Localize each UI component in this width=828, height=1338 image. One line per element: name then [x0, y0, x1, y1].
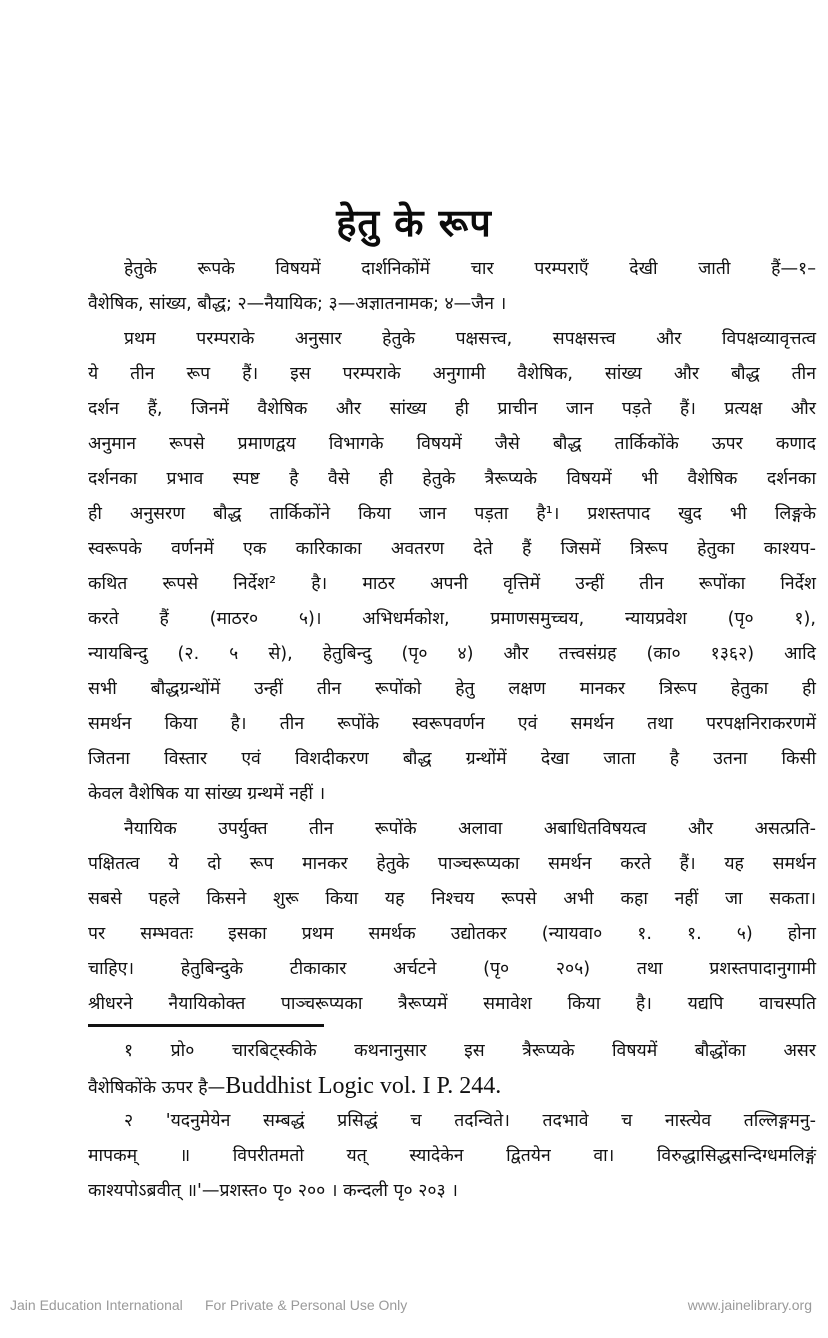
paragraph-2-line-3: दर्शन हैं, जिनमें वैशेषिक और सांख्य ही प्राचीन जान पड़ते हैं। प्रत्यक्ष और [88, 399, 816, 419]
paragraph-3-line-4: पर सम्भवतः इसका प्रथम समर्थक उद्योतकर (न्यायवा० १. १. ५) होना [88, 924, 816, 944]
page-footer [0, 1297, 828, 1317]
footer-website-link[interactable]: www.jainelibrary.org [687, 1297, 812, 1313]
paragraph-2-line-10: न्यायबिन्दु (२. ५ से), हेतुबिन्दु (पृ० ४) और तत्त्वसंग्रह (का० १३६२) आदि [88, 644, 816, 664]
paragraph-2-line-9: करते हैं (माठर० ५)। अभिधर्मकोश, प्रमाणसमुच्चय, न्यायप्रवेश (पृ० १), [88, 609, 816, 629]
paragraph-2-line-6: ही अनुसरण बौद्ध तार्किकोंने किया जान पड़ता है¹। प्रशस्तपाद खुद भी लिङ्गके [88, 504, 816, 524]
paragraph-2-line-12: समर्थन किया है। तीन रूपोंके स्वरूपवर्णन एवं समर्थन तथा परपक्षनिराकरणमें [88, 714, 816, 734]
paragraph-3-line-3: सबसे पहले किसने शुरू किया यह निश्चय रूपसे अभी कहा नहीं जा सकता। [88, 889, 816, 909]
footnote-2-line-1: २ 'यदनुमेयेन सम्बद्धं प्रसिद्धं च तदन्विते। तदभावे च नास्त्येव तल्लिङ्गमनु- [124, 1111, 816, 1131]
paragraph-2-line-7: स्वरूपके वर्णनमें एक कारिकाका अवतरण देते हैं जिसमें त्रिरूप हेतुका काश्यप- [88, 539, 816, 559]
paragraph-2-line-4: अनुमान रूपसे प्रमाणद्वय विभागके विषयमें जैसे बौद्ध तार्किकोंके ऊपर कणाद [88, 434, 816, 454]
footnote-1-text: वैशेषिकोंके ऊपर है— [88, 1078, 226, 1098]
footnote-2-line-2: मापकम् ॥ विपरीतमतो यत् स्यादेकेन द्वितयेन वा। विरुद्धासिद्धसन्दिग्धमलिङ्गं [88, 1146, 816, 1166]
footnote-divider [88, 1024, 324, 1027]
paragraph-3-line-5: चाहिए। हेतुबिन्दुके टीकाकार अर्चटने (पृ० २०५) तथा प्रशस्तपादानुगामी [88, 959, 816, 979]
paragraph-1-line-2: वैशेषिक, सांख्य, बौद्ध; २—नैयायिक; ३—अज्ञातनामक; ४—जैन । [88, 294, 507, 314]
footnote-2-line-3: काश्यपोऽब्रवीत् ॥'—प्रशस्त० पृ० २०० । कन्दली पृ० २०३ । [88, 1181, 458, 1201]
footer-usage-note: For Private & Personal Use Only [205, 1297, 408, 1313]
paragraph-2-line-11: सभी बौद्धग्रन्थोंमें उन्हीं तीन रूपोंको हेतु लक्षण मानकर त्रिरूप हेतुका ही [88, 679, 816, 699]
paragraph-3-line-2: पक्षितत्व ये दो रूप मानकर हेतुके पाञ्चरूप्यका समर्थन करते हैं। यह समर्थन [88, 854, 816, 874]
page-title: हेतु के रूप [336, 201, 492, 245]
paragraph-2-line-2: ये तीन रूप हैं। इस परम्पराके अनुगामी वैशेषिक, सांख्य और बौद्ध तीन [88, 364, 816, 384]
paragraph-1-line-1: हेतुके रूपके विषयमें दार्शनिकोंमें चार परम्पराएँ देखी जाती हैं—१– [124, 259, 816, 279]
footer-publisher: Jain Education International [10, 1297, 183, 1313]
paragraph-2-line-13: जितना विस्तार एवं विशदीकरण बौद्ध ग्रन्थोंमें देखा जाता है उतना किसी [88, 749, 816, 769]
paragraph-3-line-6: श्रीधरने नैयायिकोक्त पाञ्चरूप्यका त्रैरूप्यमें समावेश किया है। यद्यपि वाचस्पति [88, 994, 816, 1014]
paragraph-2-line-5: दर्शनका प्रभाव स्पष्ट है वैसे ही हेतुके त्रैरूप्यके विषयमें भी वैशेषिक दर्शनका [88, 469, 816, 489]
paragraph-2-line-14: केवल वैशेषिक या सांख्य ग्रन्थमें नहीं । [88, 784, 326, 804]
footnotes [88, 1034, 816, 1209]
paragraph-3-line-1: नैयायिक उपर्युक्त तीन रूपोंके अलावा अबाधितविषयत्व और असत्प्रति- [124, 819, 816, 839]
footnote-1-line-2 [88, 1069, 816, 1104]
footnote-1-citation: Buddhist Logic vol. I P. 244. [225, 1073, 502, 1099]
footnote-1-line-1: १ प्रो० चारबिट्स्कीके कथनानुसार इस त्रैरूप्यके विषयमें बौद्धोंका असर [124, 1041, 816, 1061]
paragraph-2-line-8: कथित रूपसे निर्देश² है। माठर अपनी वृत्तिमें उन्हीं तीन रूपोंका निर्देश [88, 574, 816, 594]
paragraph-2-line-1: प्रथम परम्पराके अनुसार हेतुके पक्षसत्त्व, सपक्षसत्त्व और विपक्षव्यावृत्तत्व [124, 329, 816, 349]
body-text [88, 252, 816, 1022]
